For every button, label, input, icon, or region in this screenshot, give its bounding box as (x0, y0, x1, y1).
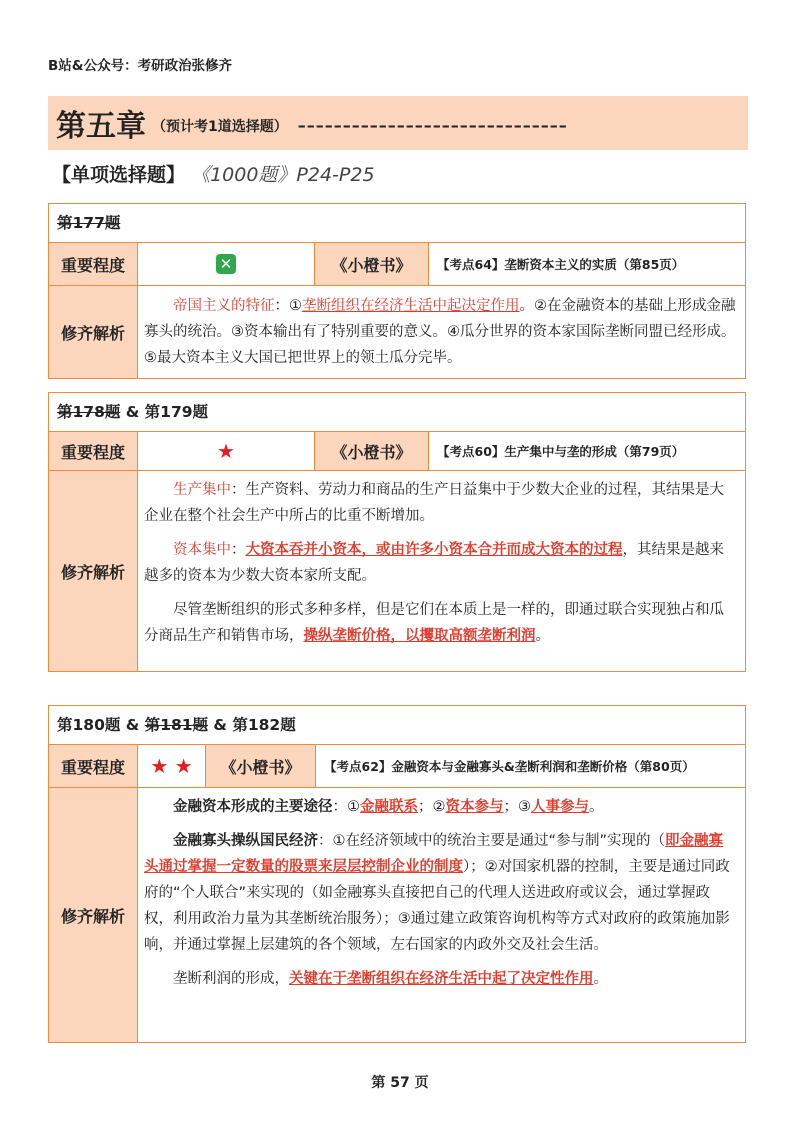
highlight-text: 金融联系 (360, 799, 418, 815)
key-term: 帝国主义的特征 (173, 298, 275, 314)
question-card-177 (48, 203, 746, 379)
question-num-text: 第181题 (144, 716, 209, 734)
question-num-text: 第182题 (232, 716, 296, 734)
book-reference: 《小橙书》 (314, 432, 428, 470)
analysis-label: 修齐解析 (49, 471, 137, 671)
text-run: ；③ (503, 799, 531, 815)
question-num-sep: & (208, 716, 233, 734)
chapter-band (48, 96, 748, 150)
question-num-sep: & (120, 403, 145, 421)
highlight-text: 资本参与 (445, 799, 504, 815)
importance-rating (137, 243, 314, 285)
chapter-dash-line: –––––––––––––––––––––––––––––– (297, 115, 568, 135)
key-term: 生产集中 (173, 482, 231, 498)
topic-reference: 【考点62】金融资本与金融寡头&垄断利润和垄断价格（第80页） (315, 745, 745, 787)
importance-label: 重要程度 (49, 745, 137, 787)
highlight-text: 垄断组织在经济生活中起决定作用 (302, 298, 520, 314)
analysis-paragraph (144, 794, 737, 820)
question-card-180-182 (48, 705, 746, 1043)
source-note: B站&公众号：考研政治张修齐 (48, 58, 233, 74)
analysis-label: 修齐解析 (49, 788, 137, 1042)
analysis-paragraph (144, 597, 737, 649)
analysis-paragraph (144, 537, 737, 589)
highlight-text: 即金融寡头通过掌握一定数量的股票来层层控制企业的制度 (144, 833, 724, 875)
analysis-label: 修齐解析 (49, 286, 137, 378)
key-term: 金融资本形成的主要途径 (173, 799, 333, 815)
section-book-ref: 《1000题》P24-P25 (191, 164, 375, 186)
text-run: ：①在经济领域中的统治主要是通过“参与制”实现的（ (318, 833, 666, 849)
question-number (49, 393, 216, 431)
chapter-subtitle: （预计考1道选择题） (152, 119, 288, 135)
text-run: ，其结果是越来越多的资本为少数大资本家所支配。 (144, 542, 724, 584)
cross-mark-icon: ✕ (216, 254, 236, 274)
analysis-paragraph (144, 828, 737, 958)
question-num-text: 第179题 (144, 403, 209, 421)
highlight-text: 操纵垄断价格，以攫取高额垄断利润 (303, 628, 536, 644)
book-reference: 《小橙书》 (314, 243, 428, 285)
analysis-body (137, 788, 745, 1042)
book-reference: 《小橙书》 (205, 745, 315, 787)
section-heading (52, 160, 375, 187)
analysis-body (137, 286, 745, 378)
text-run: ）；②对国家机器的控制，主要是通过同政府的“个人联合”来实现的（如金融寡头直接把自己的代理人送进政府或议会，通过掌握政权，利用政治力量为其垄断统治服务）；③通过建立政策咨询机构等方式对政府的政策施加影响，并通过掌握上层建筑的各个领域，左右国家的内政外交及社会生活。 (144, 859, 730, 953)
chapter-title: 第五章 (56, 109, 146, 144)
analysis-body (137, 471, 745, 671)
text-run: ：① (332, 799, 360, 815)
importance-label: 重要程度 (49, 432, 137, 470)
text-run: ： (231, 542, 246, 558)
text-run: ：生产资料、劳动力和商品的生产日益集中于少数大企业的过程，其结果是大企业在整个社会生产中所占的比重不断增加。 (144, 482, 724, 524)
highlight-text: 人事参与 (531, 799, 589, 815)
text-run: 垄断利润的形成， (173, 971, 289, 987)
analysis-paragraph (144, 293, 737, 371)
question-card-178-179 (48, 392, 746, 672)
question-number (49, 706, 304, 744)
text-run: ：① (274, 298, 302, 314)
highlight-text: 大资本吞并小资本，或由许多小资本合并而成大资本的过程 (245, 542, 623, 558)
text-run: 尽管垄断组织的形式多种多样，但是它们在本质上是一样的，即通过联合实现独占和瓜分商品生产和销售市场， (144, 602, 724, 644)
question-num-text: 第178题 (57, 403, 121, 421)
text-run: 。 (589, 799, 604, 815)
highlight-text: 关键在于垄断组织在经济生活中起了决定性作用 (289, 971, 594, 987)
question-num-text: 第180题 (57, 716, 121, 734)
importance-rating: ★ (137, 432, 314, 470)
question-number (49, 204, 128, 242)
text-run: 。②在金融资本的基础上形成金融寡头的统治。③资本输出有了特别重要的意义。④瓜分世界的资本家国际垄断同盟已经形成。⑤最大资本主义大国已把世界上的领土瓜分完毕。 (144, 298, 736, 366)
page-number: 第 57 页 (371, 1075, 429, 1091)
topic-reference: 【考点60】生产集中与垄的形成（第79页） (428, 432, 745, 470)
text-run: 。 (535, 628, 550, 644)
importance-label: 重要程度 (49, 243, 137, 285)
key-term: 资本集中 (173, 542, 231, 558)
importance-rating: ★ ★ (137, 745, 205, 787)
question-num-sep: & (120, 716, 145, 734)
question-num-text: 第177题 (57, 214, 121, 232)
section-label: 【单项选择题】 (52, 164, 186, 186)
analysis-paragraph (144, 477, 737, 529)
text-run: 。 (593, 971, 608, 987)
topic-reference: 【考点64】垄断资本主义的实质（第85页） (428, 243, 745, 285)
text-run: ；② (418, 799, 446, 815)
analysis-paragraph (144, 966, 737, 992)
key-term: 金融寡头操纵国民经济 (173, 833, 318, 849)
